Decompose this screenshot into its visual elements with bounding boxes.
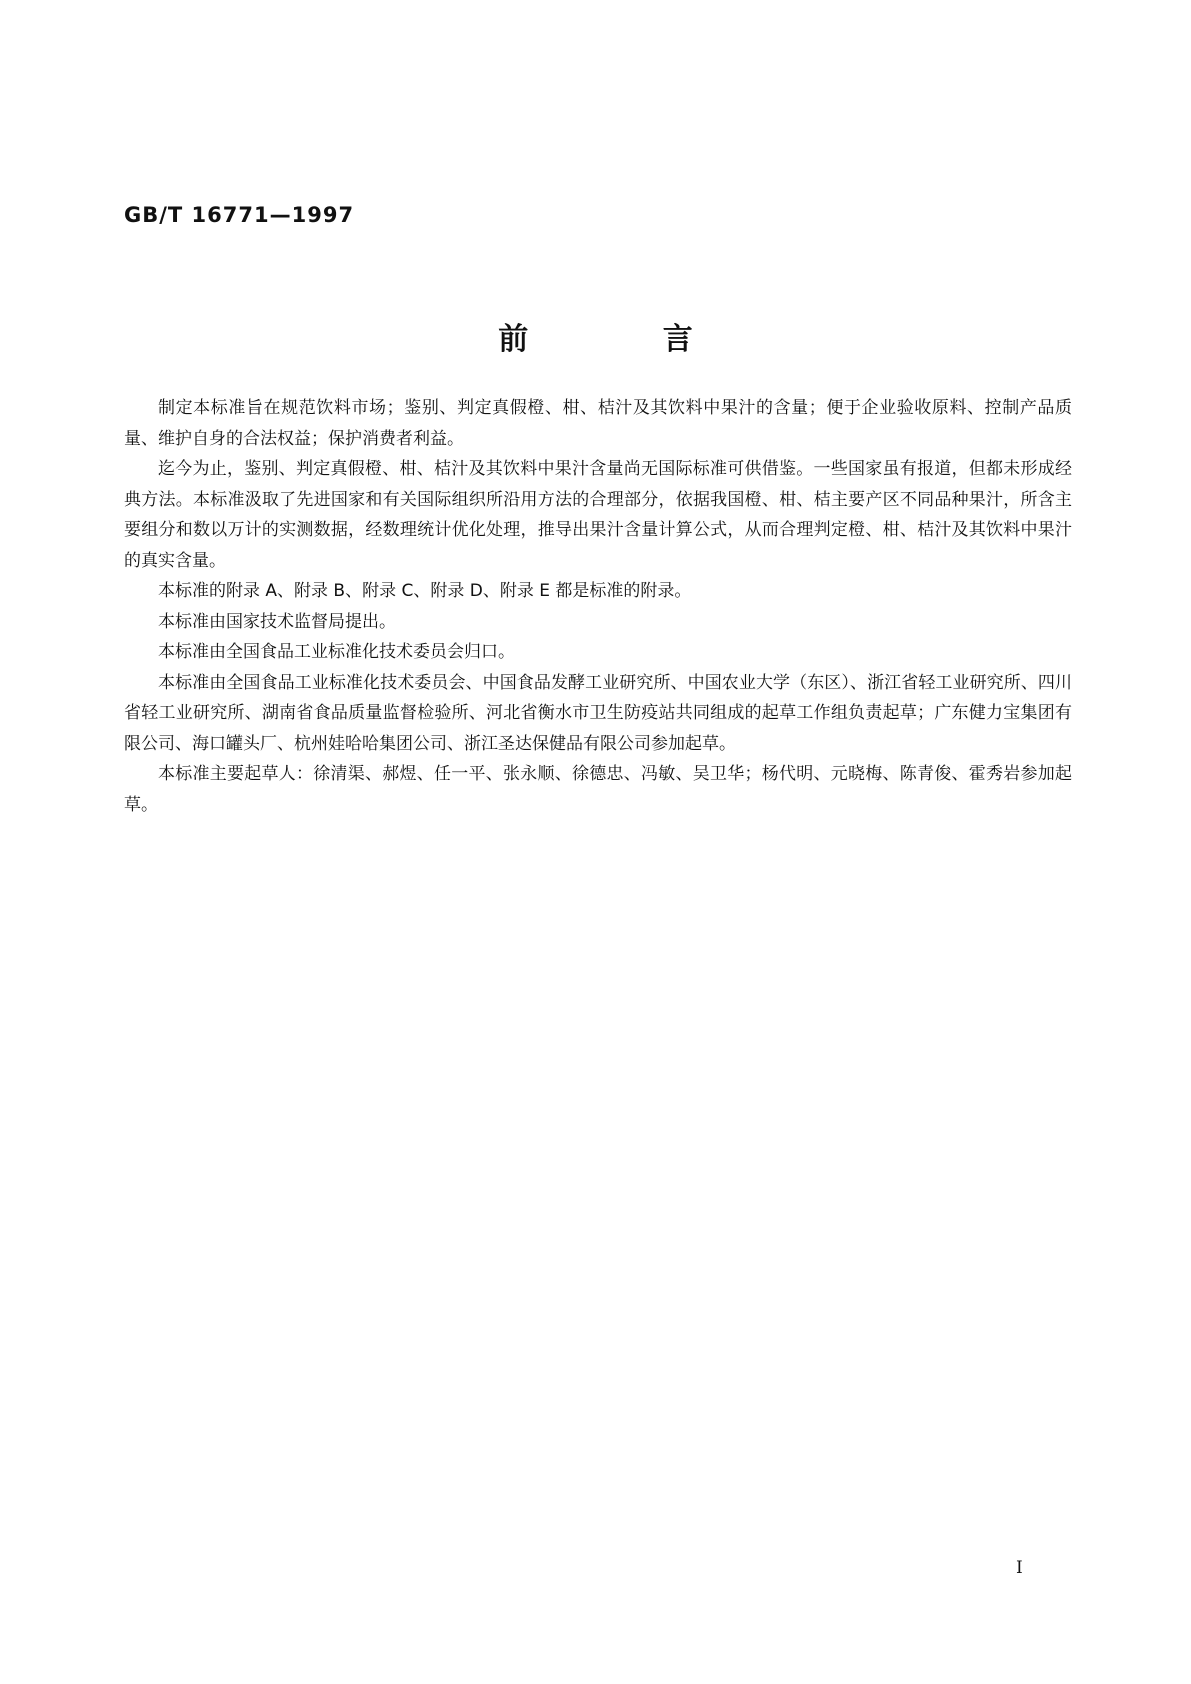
paragraph-drafters: 本标准主要起草人：徐清渠、郝煜、任一平、张永顺、徐德忠、冯敏、吴卫华；杨代明、元晓梅、陈青俊、霍秀岩参加起草。 [124,764,1072,815]
paragraph-background: 迄今为止，鉴别、判定真假橙、柑、桔汁及其饮料中果汁含量尚无国际标准可供借鉴。一些国家虽有报道，但都未形成经典方法。本标准汲取了先进国家和有关国际组织所沿用方法的合理部分，依据我国橙、柑、桔主要产区不同品种果汁，所含主要组分和数以万计的实测数据，经数理统计优化处理，推导出果汁含量计算公式，从而合理判定橙、柑、桔汁及其饮料中果汁的真实含量。 [124,459,1072,571]
preface-body [124,393,1072,820]
paragraph-appendices: 本标准的附录 A、附录 B、附录 C、附录 D、附录 E 都是标准的附录。 [158,581,692,601]
standard-number: GB/T 16771—1997 [124,203,355,227]
preface-title: 前 言 [498,322,755,357]
paragraph-drafting-units: 本标准由全国食品工业标准化技术委员会、中国食品发酵工业研究所、中国农业大学（东区）、浙江省轻工业研究所、四川省轻工业研究所、湖南省食品质量监督检验所、河北省衡水市卫生防疫站共同组成的起草工作组负责起草；广东健力宝集团有限公司、海口罐头厂、杭州娃哈哈集团公司、浙江圣达保健品有限公司参加起草。 [124,672,1072,754]
paragraph-purpose: 制定本标准旨在规范饮料市场；鉴别、判定真假橙、柑、桔汁及其饮料中果汁的含量；便于企业验收原料、控制产品质量、维护自身的合法权益；保护消费者利益。 [124,398,1072,449]
paragraph-proposed-by: 本标准由国家技术监督局提出。 [158,611,396,632]
page-number: I [1016,1558,1023,1578]
paragraph-centralized-by: 本标准由全国食品工业标准化技术委员会归口。 [158,642,515,662]
